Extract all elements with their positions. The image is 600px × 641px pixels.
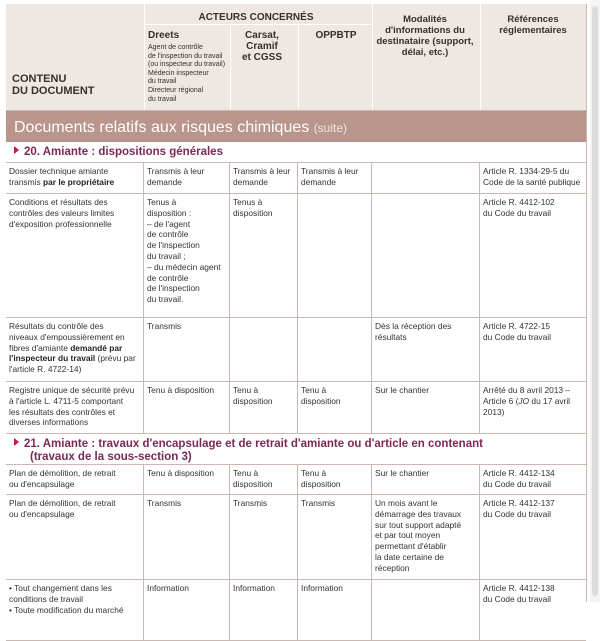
cell-line: résultats (375, 331, 407, 342)
cell-line: du Code du travail (483, 508, 551, 519)
modalites-header: Modalités d'informations du destinataire (support, délai, etc.) (376, 14, 474, 58)
cell-line: Résultats du contrôle des (9, 321, 104, 331)
cell-line: conditions de travail (9, 593, 84, 604)
cell-line: demande (233, 176, 268, 187)
table-cell (144, 495, 230, 579)
cell-line: de l'inspection (147, 283, 200, 294)
table-cell (230, 382, 298, 433)
cell-line: Un mois avant le (375, 498, 438, 508)
cell-line: Transmis (301, 498, 336, 508)
dreets-subtitle: Agent de contrôle de l'inspection du travail (ou inspecteur du travail) Médecin inspecteur du travail Directeur régional du travail (148, 44, 226, 103)
section-21-rows (6, 465, 586, 641)
cell-line: Article R. 4412-138 (483, 583, 555, 593)
table-cell (298, 580, 372, 640)
table-cell (230, 318, 298, 381)
table-cell (298, 465, 372, 494)
cell-line: ou d'encapsulage (9, 478, 75, 489)
section-20-rows (6, 163, 586, 434)
table-cell (298, 495, 372, 579)
cell-line: sur tout support adapté (375, 519, 462, 530)
table-cell (230, 580, 298, 640)
table-cell (230, 495, 298, 579)
table-row (6, 318, 586, 382)
table-cell (480, 465, 586, 494)
table-cell (298, 382, 372, 433)
cell-line: 2013) (483, 406, 505, 417)
dreets-header: Dreets (148, 30, 180, 41)
cell-line: Article R. 4412-137 (483, 498, 555, 508)
table-cell (144, 465, 230, 494)
cell-line: Sur le chantier (375, 385, 429, 395)
cell-line: disposition (233, 395, 273, 406)
table-cell (144, 163, 230, 193)
section-21-title: 21. Amiante : travaux d'encapsulage et de retrait d'amiante ou d'article en contenant (travaux de la sous-section 3) (6, 434, 586, 465)
cell-line: et par tout moyen (375, 530, 441, 541)
cell-line: Tenus à (147, 197, 177, 207)
section-band (6, 111, 586, 142)
cell-line: Article 6 (JO du 17 avril (483, 395, 571, 406)
table-row (6, 382, 586, 434)
cell-line: de l'inspection (147, 240, 200, 251)
cell-line: Tenu à (233, 385, 259, 395)
cell-line: Tenu à (301, 385, 327, 395)
cell-line: Transmis à leur (301, 166, 359, 176)
cell-line: Plan de démolition, de retrait (9, 468, 116, 478)
cell-line: disposition (301, 478, 341, 489)
table-cell (480, 382, 586, 433)
table-header (6, 4, 586, 111)
cell-line: Tenu à (233, 468, 259, 478)
table-cell (480, 580, 586, 640)
regulatory-table (6, 4, 586, 641)
cell-line: Information (147, 583, 189, 593)
contenu-header: CONTENU DU DOCUMENT (12, 73, 95, 97)
cell-line: contrôles des valeurs limites (9, 207, 115, 218)
table-cell (6, 163, 144, 193)
cell-line: Code de la santé publique (483, 176, 581, 187)
table-row (6, 580, 586, 641)
cell-line: disposition (301, 395, 341, 406)
cell-line: disposition : (147, 207, 192, 218)
band-title: Documents relatifs aux risques chimiques (14, 119, 310, 136)
cell-line: Article R. 4412-102 (483, 197, 555, 207)
table-cell (6, 318, 144, 381)
cell-line: – de l'agent (147, 218, 191, 229)
table-cell (230, 163, 298, 193)
cell-line: demande (301, 176, 336, 187)
table-right-border (586, 4, 587, 602)
cell-line: d'exposition professionnelle (9, 218, 112, 229)
table-row (6, 465, 586, 495)
cell-line: Article R. 4722-15 (483, 321, 551, 331)
cell-line: Transmis (147, 498, 182, 508)
cell-line: l'article R. 4722-14) (9, 364, 82, 375)
cell-line: Tenu à (301, 468, 327, 478)
cell-line: demande (147, 176, 182, 187)
table-cell (6, 580, 144, 640)
cell-line: du Code du travail (483, 478, 551, 489)
band-suite: (suite) (313, 121, 348, 135)
table-cell (144, 194, 230, 317)
cell-line: Article R. 4412-134 (483, 468, 555, 478)
cell-line: Conditions et résultats des (9, 197, 108, 207)
table-cell (6, 495, 144, 579)
cell-line: disposition (233, 207, 273, 218)
section-20-title: 20. Amiante : dispositions générales (6, 142, 586, 163)
scrollbar-thumb[interactable] (592, 6, 598, 596)
vertical-scrollbar[interactable] (590, 0, 600, 602)
table-cell (480, 495, 586, 579)
table-cell (6, 194, 144, 317)
table-cell (372, 495, 480, 579)
cell-line: Transmis à leur (233, 166, 291, 176)
cell-line: Sur le chantier (375, 468, 429, 478)
triangle-bullet-icon (14, 146, 19, 154)
cell-line: Dossier technique amiante (9, 166, 109, 176)
cell-line: Information (301, 583, 343, 593)
cell-line: fibres d'amiante demandé par (9, 342, 123, 353)
cell-line: • Toute modification du marché (9, 604, 124, 615)
table-cell (144, 318, 230, 381)
oppbtp-header: OPPBTP (315, 30, 357, 41)
cell-line: Tenu à disposition (147, 385, 215, 395)
cell-line: • Tout changement dans les (9, 583, 112, 593)
cell-line: diverses informations (9, 417, 89, 428)
cell-line: Registre unique de sécurité prévu (9, 385, 135, 395)
cell-line: permettant d'établir (375, 541, 447, 552)
cell-line: transmis par le propriétaire (9, 176, 115, 187)
table-row (6, 163, 586, 194)
cell-line: du Code du travail (483, 331, 551, 342)
cell-line: Tenu à disposition (147, 468, 215, 478)
table-cell (230, 465, 298, 494)
cell-line: du travail ; (147, 250, 186, 261)
cell-line: de contrôle (147, 229, 189, 240)
references-header: Références réglementaires (499, 14, 567, 36)
cell-line: Transmis (233, 498, 268, 508)
table-cell (298, 163, 372, 193)
table-cell (372, 194, 480, 317)
cell-line: les résultats des contrôles et (9, 406, 116, 417)
cell-line: Information (233, 583, 275, 593)
table-cell (298, 194, 372, 317)
table-cell (372, 580, 480, 640)
cell-line: Transmis (147, 321, 182, 331)
table-cell (144, 580, 230, 640)
table-cell (372, 382, 480, 433)
cell-line: niveaux d'empoussièrement en (9, 331, 125, 342)
cell-line: démarrage des travaux (375, 508, 462, 519)
cell-line: du Code du travail (483, 207, 551, 218)
cell-line: du Code du travail (483, 593, 551, 604)
table-row (6, 194, 586, 318)
table-cell (480, 194, 586, 317)
cell-line: Arrêté du 8 avril 2013 – (483, 385, 571, 395)
table-cell (298, 318, 372, 381)
acteurs-concernes-header: ACTEURS CONCERNÉS (198, 12, 314, 23)
table-cell (372, 465, 480, 494)
cell-line: Tenus à (233, 197, 263, 207)
table-cell (372, 318, 480, 381)
cell-line: Dès la réception des (375, 321, 452, 331)
cell-line: ou d'encapsulage (9, 508, 75, 519)
cell-line: du travail. (147, 294, 184, 305)
cell-line: réception (375, 562, 410, 573)
table-cell (144, 382, 230, 433)
cell-line: – du médecin agent (147, 261, 221, 272)
cell-line: disposition (233, 478, 273, 489)
cell-line: Article R. 1334-29-5 du (483, 166, 570, 176)
triangle-bullet-icon (14, 438, 19, 446)
table-cell (480, 163, 586, 193)
cell-line: de contrôle (147, 272, 189, 283)
cell-line: Plan de démolition, de retrait (9, 498, 116, 508)
cell-line: la date certaine de (375, 551, 444, 562)
cell-line: Transmis à leur (147, 166, 205, 176)
table-cell (230, 194, 298, 317)
table-cell (6, 465, 144, 494)
table-cell (372, 163, 480, 193)
cell-line: l'inspecteur du travail (prévu par (9, 353, 136, 364)
table-cell (6, 382, 144, 433)
cell-line: à l'article L. 4711-5 comportant (9, 395, 124, 406)
table-row (6, 495, 586, 580)
table-cell (480, 318, 586, 381)
carsat-header: Carsat, Cramif et CGSS (241, 30, 282, 63)
